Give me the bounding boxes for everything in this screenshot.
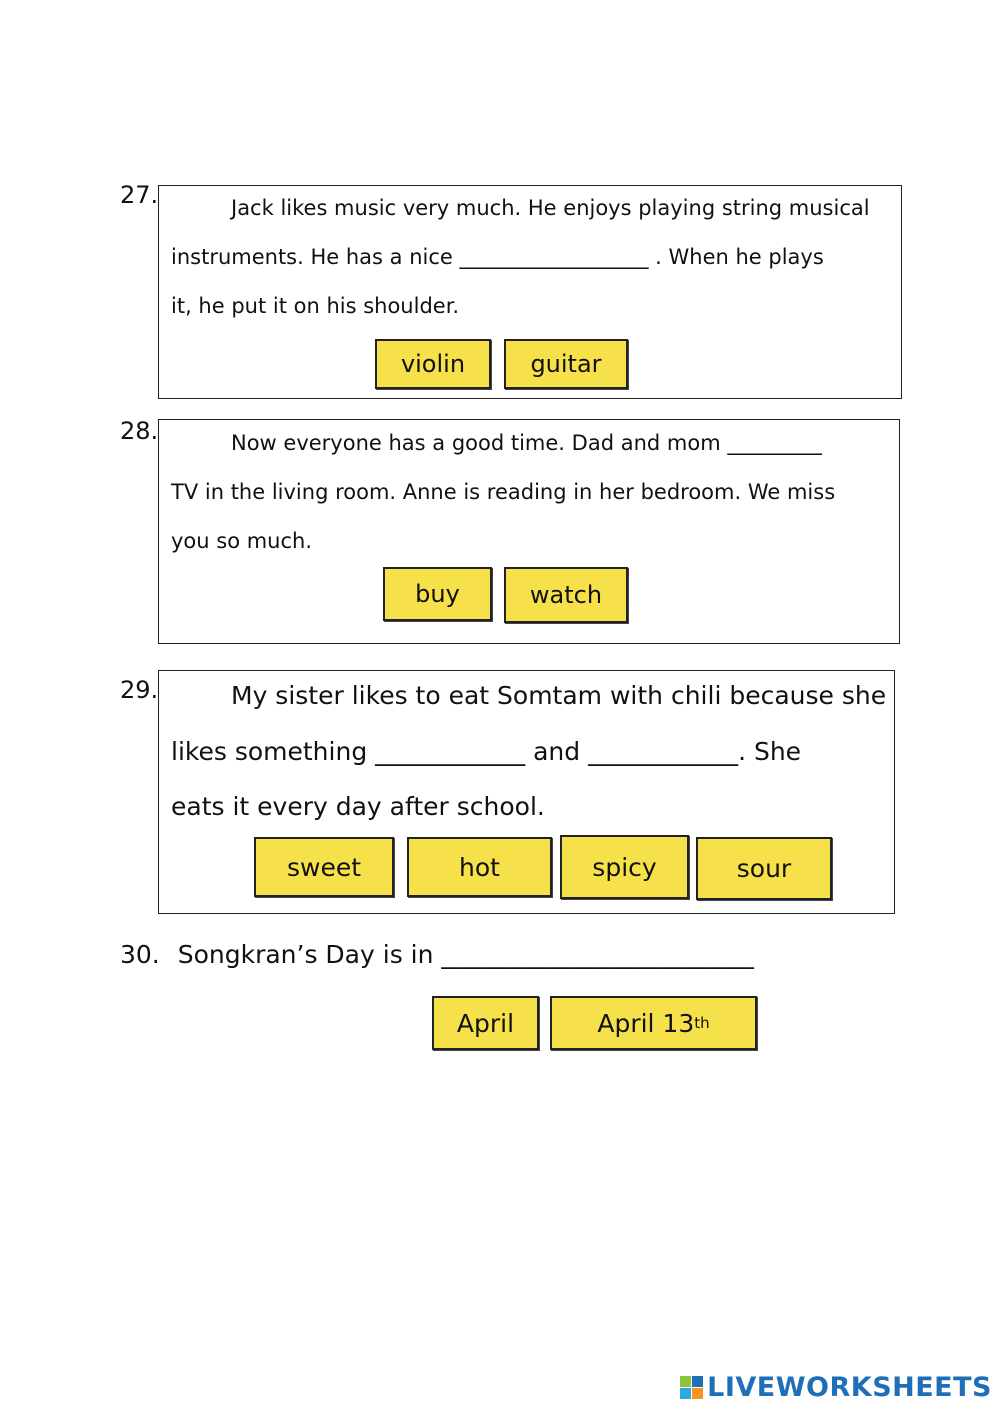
q28-line-1: Now everyone has a good time. Dad and mom _________: [231, 431, 822, 455]
q28-option-watch[interactable]: watch: [504, 567, 628, 623]
q30-option-april-13-sup: th: [694, 1014, 710, 1032]
question-27-box: [158, 185, 902, 399]
q27-option-violin[interactable]: violin: [375, 339, 491, 389]
question-number-28: 28.: [120, 417, 159, 445]
brand-name: LIVEWORKSHEETS: [707, 1372, 992, 1403]
question-number-29: 29.: [120, 676, 159, 704]
q27-option-guitar[interactable]: guitar: [504, 339, 628, 389]
question-29-box: [158, 670, 895, 914]
q30-text: Songkran’s Day is in _________________________: [177, 940, 754, 969]
question-28-box: [158, 419, 900, 644]
q29-option-sour[interactable]: sour: [696, 837, 832, 900]
q28-option-buy[interactable]: buy: [383, 567, 492, 621]
q29-option-hot[interactable]: hot: [407, 837, 552, 897]
q29-option-sweet[interactable]: sweet: [254, 837, 394, 897]
q30-option-april-13-label: April 13: [597, 1008, 695, 1038]
question-number-27: 27.: [120, 181, 159, 209]
liveworksheets-logo: [680, 1372, 992, 1403]
question-30-line: [120, 940, 754, 969]
q29-line-1: My sister likes to eat Somtam with chili because she: [231, 681, 887, 710]
q28-line-3: you so much.: [171, 529, 313, 553]
q30-option-april-13th[interactable]: [550, 996, 757, 1050]
q27-line-3: it, he put it on his shoulder.: [171, 294, 460, 318]
q30-option-april[interactable]: [432, 996, 539, 1050]
q29-line-2: likes something ____________ and ____________. She: [171, 737, 802, 766]
q29-line-3: eats it every day after school.: [171, 792, 545, 821]
q27-line-2: instruments. He has a nice __________________ . When he plays: [171, 245, 824, 269]
q27-line-1: Jack likes music very much. He enjoys playing string musical: [231, 196, 870, 220]
question-number-30: 30.: [120, 940, 160, 969]
q28-line-2: TV in the living room. Anne is reading in her bedroom. We miss: [171, 480, 836, 504]
q29-option-spicy[interactable]: spicy: [560, 835, 689, 899]
q30-option-april-label: April: [456, 1008, 515, 1038]
logo-mark-icon: [680, 1376, 703, 1399]
